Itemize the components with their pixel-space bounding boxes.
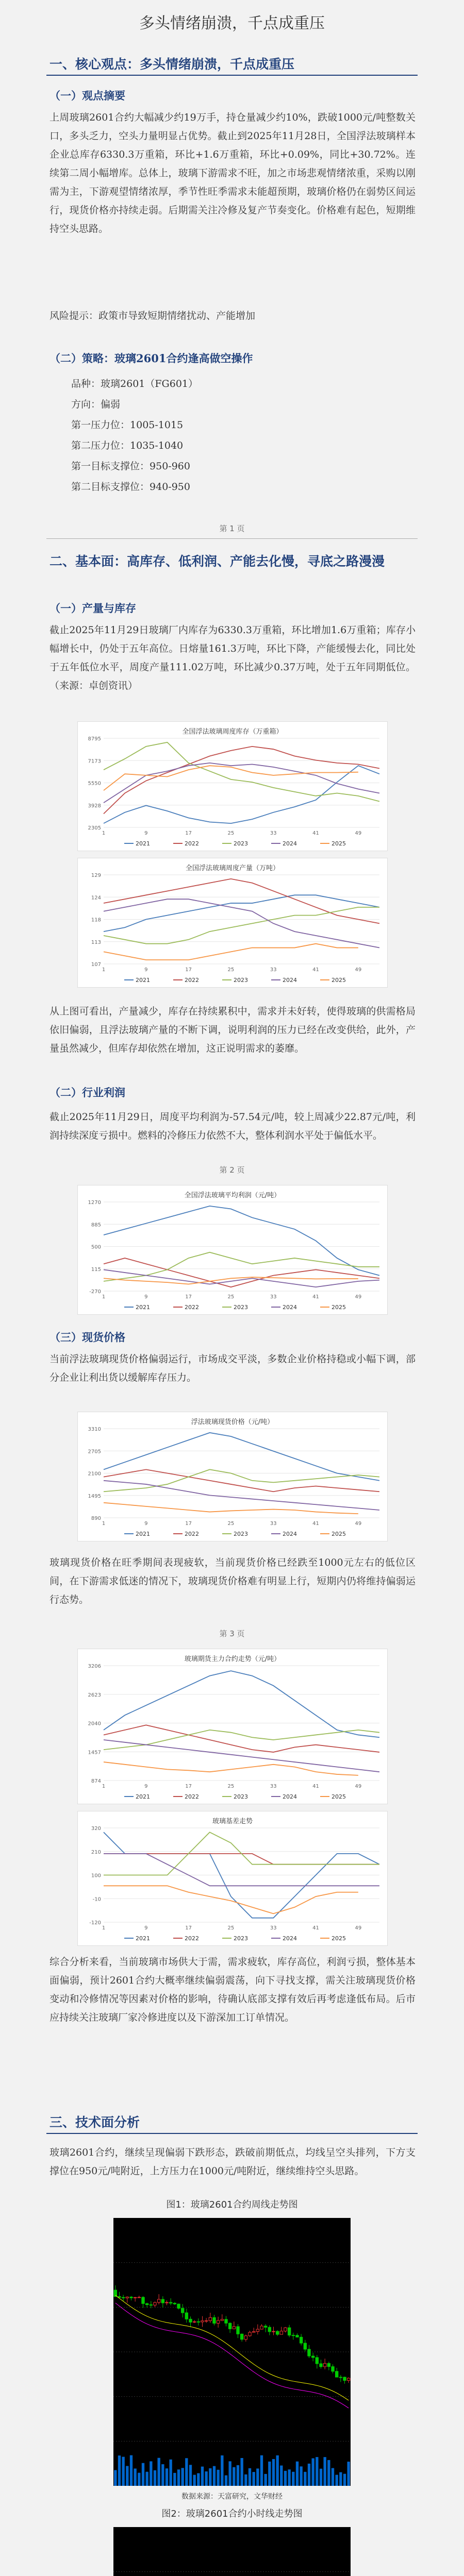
volume-bar (332, 2468, 334, 2486)
x-tick-label: 9 (144, 831, 148, 836)
candle-body (237, 2327, 239, 2334)
y-tick-label: 5550 (88, 781, 101, 787)
volume-bar (228, 2461, 231, 2486)
candle-body (300, 2337, 302, 2343)
section2-heading: 二、基本面：高库存、低利润、产能去化慢，寻底之路漫漫 (49, 554, 385, 569)
candle-body (292, 2335, 294, 2336)
candle-body (169, 2302, 172, 2303)
x-tick-label: 41 (312, 1784, 319, 1789)
chart2-title: 全国浮法玻璃周度产量（万吨） (185, 865, 279, 872)
chart2-svg (78, 858, 387, 987)
x-tick-label: 33 (270, 967, 277, 973)
chart4-title: 浮法玻璃现货价格（元/吨） (191, 1418, 274, 1426)
x-tick-label: 49 (355, 831, 362, 836)
candle-body (150, 2304, 152, 2305)
volume-bar (296, 2462, 299, 2486)
legend-label: 2022 (185, 977, 199, 984)
volume-bar (150, 2461, 152, 2486)
strategy-row-4: 第一目标支撑位：950-960 (71, 461, 190, 472)
legend-label: 2023 (234, 1304, 248, 1311)
y-tick-label: 115 (91, 1266, 101, 1273)
y-tick-label: 2705 (88, 1449, 101, 1455)
fig2-caption: 图2：玻璃2601合约小时线走势图 (161, 2509, 303, 2519)
chart-inventory (77, 721, 388, 851)
volume-bar (225, 2476, 227, 2486)
volume-bar (173, 2473, 176, 2486)
candle-body (323, 2363, 326, 2366)
candle-body (122, 2297, 124, 2298)
x-tick-label: 1 (102, 1294, 106, 1300)
volume-bar (320, 2469, 322, 2486)
volume-bar (126, 2466, 128, 2486)
series-line-2023 (104, 1252, 379, 1281)
legend-label: 2021 (136, 840, 150, 847)
candle-body (268, 2327, 271, 2332)
section1-sub1: （一）观点摘要 (49, 89, 125, 102)
legend-label: 2024 (283, 1531, 297, 1537)
legend-label: 2024 (283, 1304, 297, 1311)
x-tick-label: 49 (355, 1925, 362, 1931)
chart-futures (77, 1649, 388, 1804)
x-tick-label: 1 (102, 1925, 106, 1931)
volume-bar (268, 2462, 271, 2486)
y-tick-label: 2100 (88, 1471, 101, 1477)
volume-bar (221, 2455, 223, 2486)
candle-body (221, 2319, 223, 2320)
x-tick-label: 25 (227, 967, 235, 973)
chart-basis (77, 1811, 388, 1946)
section1-p1: 上周玻璃2601合约大幅减少约19万手，持仓量减少约10%，跌破1000元/吨整数关口，多头乏力，空头力量明显占优势。截止到2025年11月28日，全国浮法玻璃样本企业总库存6330.3万重箱，环比+1.6万重箱，环比+0.09%，同比+30.72%。连续第二周小幅增库。总体上，玻璃下游需求不旺，加之市场悲观情绪浓重，采购以刚需为主，下游观望情绪浓厚，季节性旺季需求未能超预期，玻璃价格仍在弱势区间运行，现货价格亦持续走弱。后期需关注冷修及复产节奏变化。价格难有起色，短期维持空头思路。 (49, 112, 416, 234)
x-tick-label: 1 (102, 1521, 106, 1527)
volume-bar (233, 2467, 235, 2486)
x-tick-label: 33 (270, 1784, 277, 1789)
volume-bar (154, 2470, 156, 2486)
y-tick-label: -10 (92, 1896, 101, 1903)
risk-note: 风险提示：政策市导致短期情绪扰动、产能增加 (49, 310, 256, 321)
y-tick-label: 2623 (88, 1692, 101, 1698)
volume-bar (323, 2457, 326, 2486)
legend-label: 2024 (283, 1793, 297, 1800)
candle-body (145, 2303, 148, 2304)
y-tick-label: 885 (91, 1222, 101, 1228)
section2-p1: 截止2025年11月29日玻璃厂内库存为6330.3万重箱，环比增加1.6万重箱；库存小幅增长中，仍处于五年高位。日熔量161.3万吨，环比下降，产能缓慢去化，同比处于五年低位水平，周度产量111.02万吨，环比减少0.37万吨，处于五年同期低位。（来源：卓创资讯） (49, 624, 416, 691)
candle-body (233, 2327, 235, 2329)
legend-label: 2021 (136, 1793, 150, 1800)
candle-body (252, 2332, 255, 2333)
series-line-2025 (104, 1503, 358, 1514)
x-tick-label: 1 (102, 967, 106, 973)
series-line-2021 (104, 766, 379, 823)
candle-body (193, 2321, 195, 2322)
chart5-svg (78, 1649, 387, 1804)
x-tick-label: 25 (227, 1925, 235, 1931)
candle-body (165, 2302, 168, 2303)
series-line-2023 (104, 907, 379, 944)
y-tick-label: 124 (91, 895, 101, 901)
legend-label: 2025 (332, 1793, 346, 1800)
volume-bar (138, 2473, 140, 2486)
kline-hourly-svg (113, 2527, 351, 2576)
volume-bar (343, 2474, 346, 2486)
candle-body (327, 2363, 330, 2366)
y-tick-label: 107 (91, 962, 101, 968)
x-tick-label: 33 (270, 831, 277, 836)
x-tick-label: 17 (185, 1925, 192, 1931)
x-tick-label: 49 (355, 1521, 362, 1527)
volume-bar (209, 2468, 211, 2486)
candle-body (228, 2323, 231, 2329)
volume-bar (165, 2468, 168, 2486)
chart6-svg (78, 1811, 387, 1945)
volume-bar (157, 2458, 160, 2486)
volume-bar (161, 2464, 164, 2486)
volume-bar (292, 2472, 294, 2486)
volume-bar (201, 2467, 204, 2486)
legend-label: 2022 (185, 1935, 199, 1942)
legend-label: 2021 (136, 1304, 150, 1311)
candle-body (244, 2336, 247, 2340)
candle-body (142, 2297, 144, 2303)
candle-body (316, 2358, 318, 2364)
candle-body (201, 2321, 204, 2322)
x-tick-label: 9 (144, 1521, 148, 1527)
x-tick-label: 9 (144, 967, 148, 973)
section2-sub1: （一）产量与库存 (49, 602, 136, 615)
series-line-2025 (104, 1762, 358, 1775)
volume-bar (300, 2466, 302, 2486)
series-line-2021 (104, 895, 379, 931)
legend-label: 2024 (283, 840, 297, 847)
y-tick-label: 1270 (88, 1200, 101, 1206)
y-tick-label: 8795 (88, 736, 101, 742)
chart5-title: 玻璃期货主力合约走势（元/吨） (184, 1655, 281, 1663)
volume-bar (130, 2455, 132, 2486)
volume-bar (248, 2468, 251, 2486)
volume-bar (256, 2468, 259, 2486)
legend-label: 2024 (283, 1935, 297, 1942)
x-tick-label: 17 (185, 1294, 192, 1300)
series-line-2024 (104, 899, 379, 947)
candle-body (280, 2331, 283, 2334)
y-tick-label: 113 (91, 939, 101, 945)
volume-bar (177, 2469, 180, 2486)
y-tick-label: 890 (91, 1516, 101, 1521)
section2-p3: 截止2025年11月29日，周度平均利润为-57.54元/吨，较上周减少22.87元/吨，利润持续深度亏损中。燃料的冷修压力依然不大，整体利润水平处于偏低水平。 (49, 1111, 416, 1141)
series-line-2021 (104, 1206, 379, 1276)
x-tick-label: 1 (102, 1784, 106, 1789)
volume-bar (185, 2458, 188, 2486)
candle-body (240, 2334, 243, 2339)
moving-average-line (115, 2303, 349, 2408)
series-line-2022 (104, 879, 379, 924)
x-tick-label: 25 (227, 831, 235, 836)
volume-bar (276, 2455, 278, 2486)
x-tick-label: 25 (227, 1521, 235, 1527)
volume-bar (339, 2472, 342, 2486)
candle-body (339, 2377, 342, 2378)
volume-bar (308, 2464, 310, 2486)
series-line-2022 (104, 1258, 379, 1287)
legend-label: 2022 (185, 1531, 199, 1537)
legend-label: 2023 (234, 977, 248, 984)
x-tick-label: 25 (227, 1784, 235, 1789)
x-tick-label: 49 (355, 1784, 362, 1789)
legend-label: 2023 (234, 1793, 248, 1800)
y-tick-label: 3206 (88, 1664, 101, 1669)
section2-p5: 玻璃现货价格在旺季期间表现疲软，当前现货价格已经跌至1000元左右的低位区间，在下游需求低迷的情况下，玻璃现货价格难有明显上行，短期内仍将维持偏弱运行态势。 (49, 1557, 416, 1605)
legend-label: 2023 (234, 1935, 248, 1942)
x-tick-label: 33 (270, 1294, 277, 1300)
candle-body (288, 2328, 290, 2335)
x-tick-label: 41 (312, 1521, 319, 1527)
section1-sub2: （二）策略：玻璃2601合约逢高做空操作 (49, 352, 253, 365)
volume-bar (118, 2455, 121, 2486)
x-tick-label: 49 (355, 967, 362, 973)
volume-bar (114, 2470, 117, 2486)
legend-label: 2025 (332, 840, 346, 847)
x-tick-label: 9 (144, 1294, 148, 1300)
volume-bar (272, 2459, 275, 2486)
volume-bar (197, 2473, 200, 2486)
y-tick-label: 129 (91, 873, 101, 878)
volume-bar (288, 2469, 290, 2486)
candle-body (284, 2328, 287, 2331)
candle-body (332, 2367, 334, 2371)
page-number-3: 第 3 页 (219, 1629, 245, 1638)
candle-body (343, 2377, 346, 2380)
moving-average-line (115, 2295, 349, 2400)
strategy-row-5: 第二目标支撑位：940-950 (71, 481, 190, 493)
x-tick-label: 17 (185, 967, 192, 973)
candle-body (126, 2297, 128, 2298)
chart-production (77, 858, 388, 988)
volume-bar (335, 2475, 338, 2486)
candle-body (248, 2332, 251, 2336)
candle-body (320, 2364, 322, 2367)
x-tick-label: 25 (227, 1294, 235, 1300)
volume-bar (316, 2457, 318, 2486)
y-tick-label: -270 (89, 1289, 101, 1295)
candle-body (185, 2313, 188, 2319)
y-tick-label: 2040 (88, 1721, 101, 1727)
legend-label: 2025 (332, 977, 346, 984)
source1: 数据来源：天富研究，文华财经 (181, 2493, 283, 2501)
y-tick-label: -120 (89, 1920, 101, 1926)
legend-label: 2025 (332, 1531, 346, 1537)
section2-sub3: （三）现货价格 (49, 1331, 125, 1344)
candle-body (154, 2302, 156, 2305)
candle-body (189, 2319, 192, 2322)
section2-p2: 从上图可看出，产量减少，库存在持续累积中，需求并未好转，使得玻璃的供需格局依旧偏弱，且浮法玻璃产量的不断下调，说明利润的压力已经在改变供给，此外，产量虽然减少，但库存却依然在增加，这正说明需求的萎靡。 (49, 1006, 416, 1054)
chart3-title: 全国浮法玻璃平均利润（元/吨） (184, 1192, 281, 1199)
page-number-2: 第 2 页 (219, 1165, 245, 1175)
strategy-row-2: 第一压力位：1005-1015 (71, 419, 184, 431)
legend-label: 2022 (185, 1304, 199, 1311)
candle-body (304, 2343, 306, 2349)
candle-body (335, 2371, 338, 2377)
candle-body (114, 2290, 117, 2297)
kline-weekly-svg (113, 2218, 351, 2486)
volume-bar (240, 2458, 243, 2486)
section3-heading: 三、技术面分析 (49, 2115, 140, 2130)
x-tick-label: 1 (102, 831, 106, 836)
y-tick-label: 3928 (88, 803, 101, 809)
volume-bar (280, 2466, 283, 2486)
legend-label: 2024 (283, 977, 297, 984)
x-tick-label: 41 (312, 831, 319, 836)
series-line-2021 (104, 1671, 379, 1737)
x-tick-label: 41 (312, 1925, 319, 1931)
section2-p4: 当前浮法玻璃现货价格偏弱运行，市场成交平淡，多数企业价格持稳或小幅下调，部分企业让利出货以缓解库存压力。 (49, 1353, 416, 1383)
y-tick-label: 874 (91, 1778, 101, 1784)
candle-body (181, 2308, 184, 2313)
volume-bar (145, 2472, 148, 2486)
candle-body (157, 2299, 160, 2302)
chart4-svg (78, 1412, 387, 1541)
x-tick-label: 41 (312, 1294, 319, 1300)
candle-body (173, 2303, 176, 2304)
candle-body (130, 2297, 132, 2298)
x-tick-label: 17 (185, 1784, 192, 1789)
y-tick-label: 100 (91, 1873, 101, 1879)
y-tick-label: 1457 (88, 1750, 101, 1756)
volume-bar (134, 2468, 136, 2486)
candle-body (260, 2326, 263, 2329)
x-tick-label: 33 (270, 1521, 277, 1527)
candle-body (213, 2317, 216, 2323)
candle-body (272, 2331, 275, 2332)
section2-sub2: （二）行业利润 (49, 1086, 125, 1099)
candle-body (177, 2304, 180, 2308)
volume-bar (311, 2459, 314, 2486)
strategy-row-0: 品种：玻璃2601（FG601） (71, 378, 198, 389)
legend-label: 2025 (332, 1304, 346, 1311)
fig1-caption: 图1：玻璃2601合约周线走势图 (166, 2199, 298, 2210)
strategy-row-1: 方向：偏弱 (71, 399, 121, 410)
x-tick-label: 17 (185, 831, 192, 836)
candle-body (225, 2319, 227, 2323)
x-tick-label: 41 (312, 967, 319, 973)
x-tick-label: 9 (144, 1925, 148, 1931)
y-tick-label: 320 (91, 1826, 101, 1832)
candle-body (276, 2331, 278, 2334)
volume-bar (252, 2472, 255, 2486)
chart1-svg (78, 722, 387, 851)
section3-p1: 玻璃2601合约，继续呈现偏弱下跌形态，跌破前期低点，均线呈空头排列，下方支撑位在950元/吨附近，上方压力在1000元/吨附近，继续维持空头思路。 (49, 2147, 416, 2177)
candle-body (161, 2299, 164, 2303)
chart3-svg (78, 1185, 387, 1314)
candle-body (311, 2356, 314, 2358)
chart-profit (77, 1185, 388, 1315)
chart-spot-price (77, 1412, 388, 1541)
main-title: 多头情绪崩溃，千点成重压 (139, 14, 325, 32)
candle-body (308, 2349, 310, 2356)
x-tick-label: 17 (185, 1521, 192, 1527)
section1-heading: 一、核心观点：多头情绪崩溃，千点成重压 (49, 57, 295, 72)
y-tick-label: 118 (91, 917, 101, 923)
candle-body (217, 2320, 219, 2323)
x-tick-label: 9 (144, 1784, 148, 1789)
volume-bar (284, 2471, 287, 2486)
page-divider-1 (46, 538, 418, 539)
volume-bar (237, 2465, 239, 2486)
series-line-2023 (104, 742, 379, 802)
y-tick-label: 1495 (88, 1493, 101, 1499)
candle-body (256, 2329, 259, 2331)
candle-body (138, 2297, 140, 2298)
candle-body (264, 2326, 267, 2327)
candle-body (209, 2317, 211, 2320)
kline-hourly-chart (113, 2527, 351, 2576)
section2-p6: 综合分析来看，当前玻璃市场供大于需，需求疲软，库存高位，利润亏损，整体基本面偏弱，预计2601合约大概率继续偏弱震荡，向下寻找支撑，需关注玻璃现货价格变动和冷修情况等因素对价格的影响，待确认底部支撑有效后再考虑逢低布局。后市应持续关注玻璃厂家冷修进度以及下游深加工订单情况。 (49, 1956, 416, 2023)
y-tick-label: 500 (91, 1244, 101, 1250)
legend-label: 2021 (136, 1531, 150, 1537)
kline-weekly-chart (113, 2218, 351, 2486)
chart1-title: 全国浮法玻璃周度库存（万重箱） (182, 728, 283, 736)
section1-rule (46, 75, 418, 76)
page-number-1: 第 1 页 (219, 524, 245, 533)
candle-body (205, 2320, 207, 2321)
volume-bar (304, 2472, 306, 2486)
volume-bar (217, 2470, 219, 2486)
candle-body (197, 2321, 200, 2322)
legend-label: 2021 (136, 1935, 150, 1942)
y-tick-label: 3310 (88, 1427, 101, 1432)
strategy-row-3: 第二压力位：1035-1040 (71, 440, 184, 451)
candle-body (134, 2297, 136, 2298)
series-line-2022 (104, 747, 379, 814)
volume-bar (327, 2460, 330, 2486)
volume-bar (213, 2466, 216, 2486)
volume-bar (193, 2475, 195, 2486)
series-line-2025 (104, 1277, 358, 1284)
candle-body (296, 2335, 299, 2337)
y-tick-label: 2305 (88, 825, 101, 831)
legend-label: 2022 (185, 1793, 199, 1800)
legend-label: 2021 (136, 977, 150, 984)
series-line-2022 (104, 1725, 379, 1752)
volume-bar (260, 2455, 263, 2486)
series-line-2023 (104, 1730, 379, 1750)
series-line-2025 (104, 1886, 358, 1913)
y-tick-label: 7173 (88, 758, 101, 765)
chart6-title: 玻璃基差走势 (212, 1818, 253, 1825)
volume-bar (264, 2474, 267, 2486)
legend-label: 2023 (234, 840, 248, 847)
candle-body (347, 2378, 350, 2380)
series-line-2022 (104, 1854, 379, 1865)
legend-label: 2022 (185, 840, 199, 847)
series-line-2025 (104, 944, 358, 960)
volume-bar (205, 2471, 207, 2486)
series-line-2024 (104, 1854, 379, 1886)
volume-bar (169, 2460, 172, 2486)
volume-bar (142, 2463, 144, 2486)
y-tick-label: 210 (91, 1849, 101, 1855)
volume-bar (189, 2465, 192, 2486)
x-tick-label: 49 (355, 1294, 362, 1300)
volume-bar (122, 2457, 124, 2486)
volume-bar (181, 2468, 184, 2486)
section3-rule (46, 2133, 418, 2134)
legend-label: 2025 (332, 1935, 346, 1942)
volume-bar (347, 2462, 350, 2486)
volume-bar (244, 2475, 247, 2486)
section1-paragraph (49, 108, 416, 238)
legend-label: 2023 (234, 1531, 248, 1537)
x-tick-label: 33 (270, 1925, 277, 1931)
